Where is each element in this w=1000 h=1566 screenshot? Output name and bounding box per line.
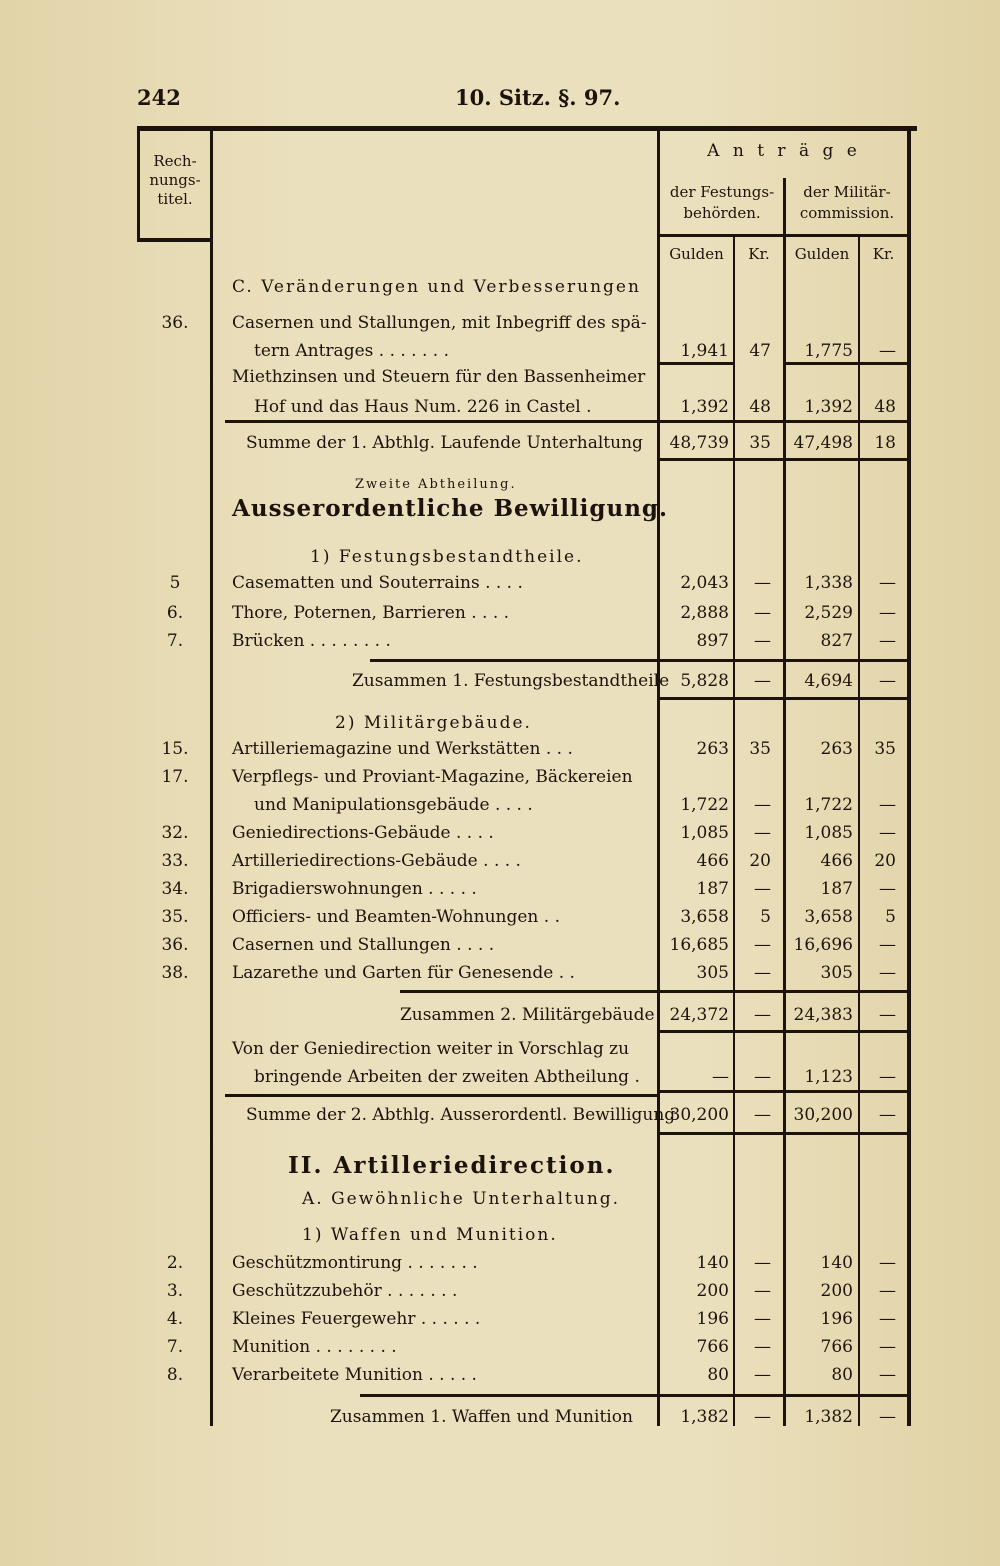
kreuzer-behoerden: 35 [749,739,771,759]
kreuzer-behoerden: 47 [749,341,771,361]
rule [400,990,910,993]
gulden-commission: 1,338 [804,573,853,593]
row-text: Officiers- und Beamten-Wohnungen . . [232,907,560,927]
gulden-behoerden: 16,685 [669,935,729,955]
gulden-commission: 2,529 [804,603,853,623]
kreuzer-behoerden: — [754,1067,771,1087]
row-text: Von der Geniedirection weiter in Vorschlag zu [232,1039,630,1059]
gulden-behoerden: 30,200 [669,1105,729,1125]
kreuzer-commission: — [879,879,896,899]
gulden-commission: 1,722 [804,795,853,815]
col-title-header: Rech- nungs- titel. [149,152,201,208]
kreuzer-commission: — [879,341,896,361]
gulden-behoerden: 48,739 [669,433,729,453]
row-text: Summe der 2. Abthlg. Ausserordentl. Bewilligung [246,1105,676,1125]
kreuzer-commission: — [879,631,896,651]
gulden-commission: 80 [831,1365,853,1385]
gulden-behoerden: 897 [696,631,729,651]
gulden-behoerden: 466 [696,851,729,871]
row-text: Zusammen 1. Waffen und Munition [330,1407,633,1427]
gulden-commission: 263 [820,739,853,759]
table-top-rule [137,126,917,131]
kreuzer-commission: 5 [885,907,896,927]
row-text: Geschützzubehör . . . . . . . [232,1281,458,1301]
kreuzer-behoerden: — [754,823,771,843]
rule [660,1030,908,1033]
rule [370,659,910,662]
kr2-header: Kr. [872,245,895,263]
kreuzer-commission: — [879,603,896,623]
row-text: Artilleriedirections-Gebäude . . . . [232,851,521,871]
rechnungstitel: 36. [161,935,189,955]
gulden-behoerden: 1,941 [680,341,729,361]
gulden2-header: Gulden [794,245,850,263]
text-col-rule [657,130,660,1426]
rechnungstitel: 6. [166,603,184,623]
row-text: Zusammen 1. Festungsbestandtheile [352,671,670,691]
rechnungstitel: 17. [161,767,189,787]
gulden-commission: 16,696 [793,935,853,955]
gulden-behoerden: 200 [696,1281,729,1301]
gulden-behoerden: 3,658 [680,907,729,927]
kreuzer-commission: — [879,671,896,691]
row-text: Verarbeitete Munition . . . . . [232,1365,477,1385]
gulden-commission: 140 [820,1253,853,1273]
kreuzer-commission: — [879,1281,896,1301]
row-text: II. Artilleriedirection. [288,1152,616,1179]
gulden-behoerden: 2,043 [680,573,729,593]
gulden-behoerden: 187 [696,879,729,899]
kreuzer-behoerden: — [754,1005,771,1025]
row-text: Hof und das Haus Num. 226 in Castel . [254,397,592,417]
row-text: tern Antrages . . . . . . . [254,341,450,361]
kreuzer-commission: — [879,935,896,955]
gulden-behoerden: 2,888 [680,603,729,623]
rechnungstitel: 38. [161,963,189,983]
rechnungstitel: 3. [166,1281,184,1301]
gulden-commission: 1,382 [804,1407,853,1427]
gulden-behoerden: 1,085 [680,823,729,843]
rule [225,420,910,423]
kreuzer-behoerden: — [754,1337,771,1357]
gulden-commission: 1,123 [804,1067,853,1087]
row-text: Zusammen 2. Militärgebäude [400,1005,655,1025]
header-bottom-rule [660,234,910,237]
rechnungstitel: 15. [161,739,189,759]
gulden-commission: 196 [820,1309,853,1329]
kreuzer-behoerden: 35 [749,433,771,453]
gulden-commission: 200 [820,1281,853,1301]
gulden-commission: 24,383 [793,1005,853,1025]
gulden-behoerden: 5,828 [680,671,729,691]
rechnungstitel: 7. [166,1337,184,1357]
row-text: 1) Festungsbestandtheile. [310,547,584,567]
row-text: Brigadierswohnungen . . . . . [232,879,477,899]
running-title: 10. Sitz. §. 97. [455,85,621,110]
row-text: Verpflegs- und Proviant-Magazine, Bäckereien [232,767,633,787]
kreuzer-behoerden: — [754,963,771,983]
gulden-commission: 30,200 [793,1105,853,1125]
title-header-rule [137,238,212,242]
row-text: Miethzinsen und Steuern für den Bassenheimer [232,367,646,387]
kreuzer-behoerden: — [754,1105,771,1125]
title-col-rule [210,130,213,1426]
rule [660,697,908,700]
rechnungstitel: 35. [161,907,189,927]
gulden-commission: 827 [820,631,853,651]
kreuzer-behoerden: — [754,631,771,651]
kreuzer-commission: — [879,1253,896,1273]
row-text: Thore, Poternen, Barrieren . . . . [232,603,510,623]
rechnungstitel: 33. [161,851,189,871]
gulden-behoerden: 80 [707,1365,729,1385]
antraege-header: A n t r ä g e [707,141,861,161]
row-text: Lazarethe und Garten für Genesende . . [232,963,575,983]
row-text: Kleines Feuergewehr . . . . . . [232,1309,481,1329]
kreuzer-behoerden: — [754,1309,771,1329]
kreuzer-commission: — [879,1337,896,1357]
gulden-behoerden: 196 [696,1309,729,1329]
rule [660,1132,908,1135]
kreuzer-commission: — [879,1105,896,1125]
row-text: Casernen und Stallungen, mit Inbegriff des spä- [232,313,647,333]
kreuzer-behoerden: 48 [749,397,771,417]
gulden-commission: 305 [820,963,853,983]
kreuzer-commission: 20 [874,851,896,871]
gulden-commission: 3,658 [804,907,853,927]
kreuzer-commission: — [879,1407,896,1427]
rule [660,458,908,461]
row-text: Artilleriemagazine und Werkstätten . . . [232,739,573,759]
rechnungstitel: 7. [166,631,184,651]
rule [786,362,908,365]
gulden-behoerden: 305 [696,963,729,983]
gulden-behoerden: 766 [696,1337,729,1357]
gulden-behoerden: 1,722 [680,795,729,815]
row-text: Ausserordentliche Bewilligung. [232,495,669,522]
gulden-behoerden: 24,372 [669,1005,729,1025]
gulden-commission: 466 [820,851,853,871]
kr1-header: Kr. [748,245,770,263]
table-right-rule [907,130,911,1426]
rule [660,362,735,365]
row-text: Casematten und Souterrains . . . . [232,573,523,593]
gulden-behoerden: 140 [696,1253,729,1273]
kreuzer-behoerden: — [754,671,771,691]
rechnungstitel: 34. [161,879,189,899]
gulden-behoerden: — [712,1067,729,1087]
rule [225,1094,660,1097]
gulden-commission: 1,392 [804,397,853,417]
group2-header: der Militär- commission. [799,183,895,222]
gulden-behoerden: 1,392 [680,397,729,417]
kreuzer-behoerden: 5 [760,907,771,927]
rechnungstitel: 2. [166,1253,184,1273]
rechnungstitel: 32. [161,823,189,843]
kreuzer-commission: 48 [874,397,896,417]
kreuzer-commission: — [879,573,896,593]
rechnungstitel: 8. [166,1365,184,1385]
kreuzer-behoerden: — [754,573,771,593]
gulden-commission: 766 [820,1337,853,1357]
row-text: C. Veränderungen und Verbesserungen [232,277,641,297]
gulden-commission: 1,085 [804,823,853,843]
kreuzer-commission: — [879,1309,896,1329]
row-text: 2) Militärgebäude. [335,713,532,733]
row-text: Brücken . . . . . . . . [232,631,391,651]
kreuzer-commission: 18 [874,433,896,453]
kreuzer-behoerden: — [754,1253,771,1273]
kreuzer-commission: 35 [874,739,896,759]
kreuzer-commission: — [879,1005,896,1025]
gulden-commission: 47,498 [793,433,853,453]
row-text: bringende Arbeiten der zweiten Abtheilung . [254,1067,640,1087]
kreuzer-behoerden: — [754,1281,771,1301]
row-text: Casernen und Stallungen . . . . [232,935,495,955]
kreuzer-commission: — [879,1067,896,1087]
row-text: Summe der 1. Abthlg. Laufende Unterhaltung [246,433,643,453]
row-text: Geschützmontirung . . . . . . . [232,1253,478,1273]
kreuzer-commission: — [879,823,896,843]
gulden-behoerden: 263 [696,739,729,759]
kreuzer-behoerden: — [754,935,771,955]
row-text: Zweite Abtheilung. [355,477,517,492]
kreuzer-behoerden: — [754,603,771,623]
gulden-commission: 187 [820,879,853,899]
kreuzer-commission: — [879,1365,896,1385]
row-text: Munition . . . . . . . . [232,1337,397,1357]
rechnungstitel: 4. [166,1309,184,1329]
row-text: Geniedirections-Gebäude . . . . [232,823,494,843]
gulden-commission: 1,775 [804,341,853,361]
kreuzer-behoerden: — [754,795,771,815]
gulden1-header: Gulden [669,245,724,263]
rule [360,1394,910,1397]
kreuzer-behoerden: — [754,1407,771,1427]
kreuzer-commission: — [879,795,896,815]
page-number: 242 [137,85,181,110]
gulden-commission: 4,694 [804,671,853,691]
kreuzer-behoerden: — [754,1365,771,1385]
group1-header: der Festungs- behörden. [669,183,775,222]
kreuzer-behoerden: 20 [749,851,771,871]
kreuzer-behoerden: — [754,879,771,899]
gulden-behoerden: 1,382 [680,1407,729,1427]
rechnungstitel: 5 [169,573,181,593]
row-text: 1) Waffen und Munition. [302,1225,558,1245]
row-text: und Manipulationsgebäude . . . . [254,795,533,815]
rule [660,1090,908,1093]
row-text: A. Gewöhnliche Unterhaltung. [302,1189,621,1209]
rechnungstitel: 36. [161,313,189,333]
kreuzer-commission: — [879,963,896,983]
